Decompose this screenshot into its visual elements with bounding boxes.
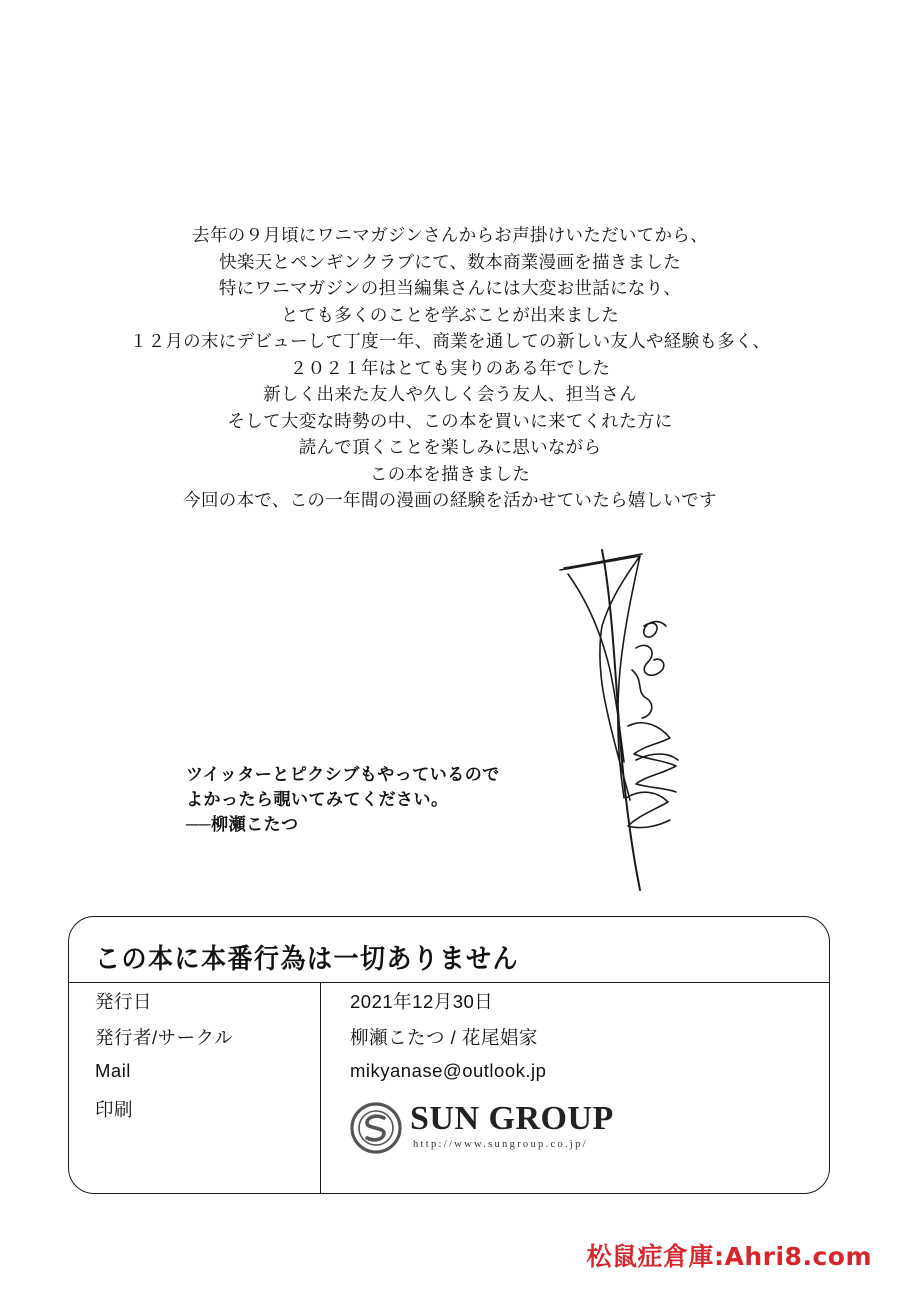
colophon-row [0, 1018, 900, 1054]
afterword-line: 去年の９月頃にワニマガジンさんからお声掛けいただいてから、 [192, 225, 708, 245]
afterword-line: 快楽天とペンギンクラブにて、数本商業漫画を描きました [219, 251, 681, 272]
afterword-line: とても多くのことを学ぶことが出来ました [280, 304, 620, 325]
colophon-row-label: 発行日 [95, 991, 153, 1012]
signature-note [186, 762, 500, 837]
afterword-line: そして大変な時勢の中、この本を買いに来てくれた方に [227, 410, 673, 431]
watermark: 松鼠症倉庫:Ahri8.com [586, 1242, 872, 1271]
afterword-line: １２月の末にデビューして丁度一年、商業を通しての新しい友人や経験も多く、 [129, 331, 771, 351]
colophon-row-value: 柳瀬こたつ / 花尾娼家 [350, 1027, 538, 1048]
signature-note-line: ──柳瀬こたつ [186, 815, 299, 834]
sun-group-logo-icon [350, 1102, 402, 1154]
signature-note-line: ツイッターとピクシブもやっているので [186, 765, 500, 784]
afterword-text-block [0, 222, 900, 514]
colophon-row-label: Mail [95, 1060, 131, 1081]
printer-logo [350, 1098, 650, 1160]
printer-name: SUN GROUP [410, 1100, 614, 1137]
colophon-row [0, 1054, 900, 1090]
afterword-line: ２０２１年はとても実りのある年でした [289, 357, 611, 378]
colophon-title: この本に本番行為は一切ありません [95, 943, 520, 975]
colophon-row-value: 2021年12月30日 [350, 991, 494, 1012]
afterword-line: この本を描きました [369, 463, 531, 484]
colophon-row-label: 発行者/サークル [95, 1027, 234, 1048]
colophon-row-label: 印刷 [95, 1099, 134, 1120]
colophon-row-value: mikyanase@outlook.jp [350, 1060, 547, 1081]
afterword-line: 読んで頂くことを楽しみに思いながら [298, 437, 602, 457]
colophon-row [0, 982, 900, 1018]
afterword-line: 今回の本で、この一年間の漫画の経験を活かせていたら嬉しいです [183, 490, 717, 510]
printer-url: http://www.sungroup.co.jp/ [413, 1139, 588, 1150]
signature-note-line: よかったら覗いてみてください。 [186, 790, 449, 809]
handwritten-signature-scribble [540, 530, 740, 910]
afterword-line: 新しく出来た友人や久しく会う友人、担当さん [263, 384, 637, 404]
afterword-line: 特にワニマガジンの担当編集さんには大変お世話になり、 [218, 278, 682, 298]
